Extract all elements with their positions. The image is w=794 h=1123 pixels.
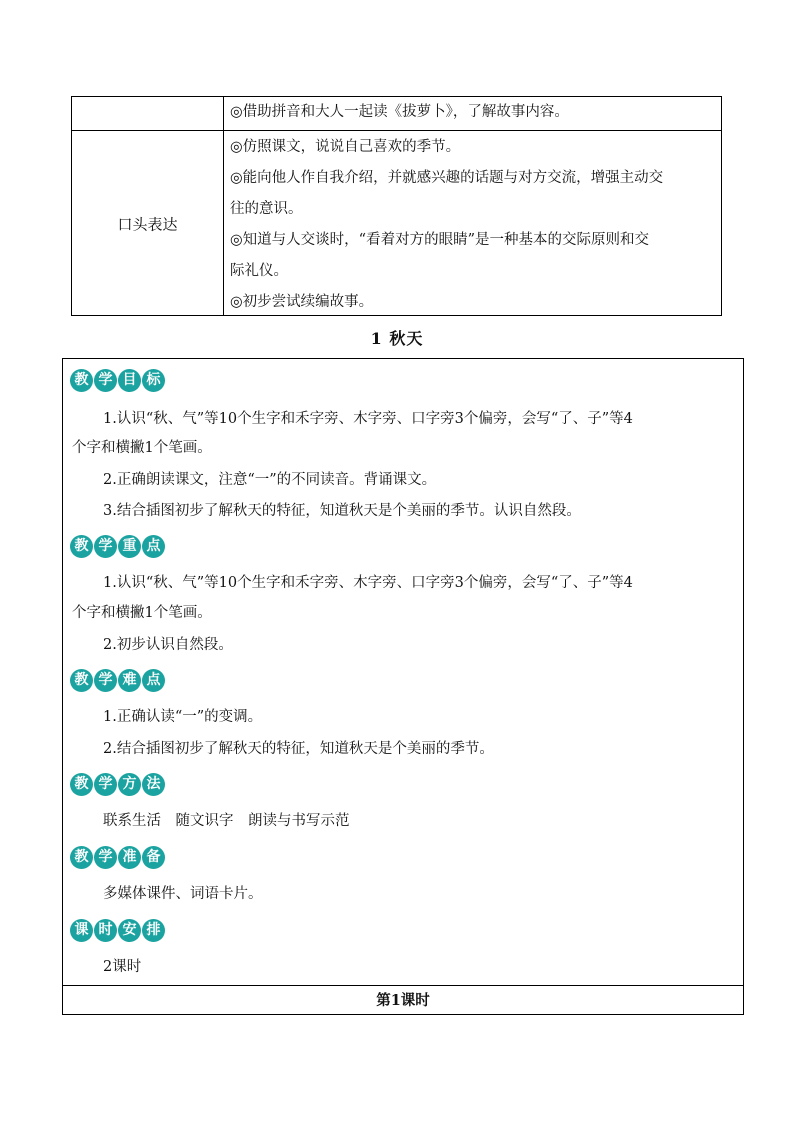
badge-char: 标 xyxy=(142,369,165,392)
badge-char: 法 xyxy=(142,773,165,796)
badge-char: 教 xyxy=(70,535,93,558)
section-badge-difficulties xyxy=(70,668,165,694)
list-item-continuation: 际礼仪。 xyxy=(230,263,288,279)
paragraph-line: 多媒体课件、词语卡片。 xyxy=(103,886,263,902)
paragraph-line: 1.认识“秋、气”等10个生字和禾字旁、木字旁、口字旁3个偏旁，会写“了、子”等4 xyxy=(103,575,633,591)
badge-char: 难 xyxy=(118,669,141,692)
section-badge-goals xyxy=(70,368,165,394)
paragraph-line: 3.结合插图初步了解秋天的特征，知道秋天是个美丽的季节。认识自然段。 xyxy=(103,503,581,519)
badge-char: 教 xyxy=(70,846,93,869)
table-cell-content xyxy=(224,131,721,316)
badge-char: 备 xyxy=(142,846,165,869)
badge-char: 教 xyxy=(70,773,93,796)
badge-char: 学 xyxy=(94,535,117,558)
list-item: ◎知道与人交谈时，“看着对方的眼睛”是一种基本的交际原则和交 xyxy=(230,232,649,248)
category-label: 口头表达 xyxy=(117,215,178,233)
table-cell-category xyxy=(72,97,224,130)
badge-char: 点 xyxy=(142,669,165,692)
lesson-title: 1 秋天 xyxy=(370,329,424,348)
table-cell-category xyxy=(72,131,224,316)
table-row xyxy=(72,130,721,316)
paragraph-line: 2.初步认识自然段。 xyxy=(103,637,233,653)
list-item-continuation: 往的意识。 xyxy=(230,201,303,217)
paragraph-line: 个字和横撇1个笔画。 xyxy=(72,440,212,456)
lesson-period-header: 第1课时 xyxy=(63,985,743,1016)
badge-char: 目 xyxy=(118,369,141,392)
list-item: ◎初步尝试续编故事。 xyxy=(230,294,374,310)
badge-char: 学 xyxy=(94,846,117,869)
table-cell-content xyxy=(224,97,721,130)
badge-char: 方 xyxy=(118,773,141,796)
badge-char: 学 xyxy=(94,369,117,392)
badge-char: 排 xyxy=(142,919,165,942)
badge-char: 课 xyxy=(70,919,93,942)
badge-char: 学 xyxy=(94,773,117,796)
badge-char: 教 xyxy=(70,669,93,692)
lesson-plan-box xyxy=(62,358,744,1015)
paragraph-line: 2.正确朗读课文，注意“一”的不同读音。背诵课文。 xyxy=(103,472,437,488)
badge-char: 点 xyxy=(142,535,165,558)
paragraph-line: 1.认识“秋、气”等10个生字和禾字旁、木字旁、口字旁3个偏旁，会写“了、子”等4 xyxy=(103,411,633,427)
badge-char: 教 xyxy=(70,369,93,392)
section-badge-key-points xyxy=(70,534,165,560)
section-badge-methods xyxy=(70,772,165,798)
paragraph-line: 2.结合插图初步了解秋天的特征，知道秋天是个美丽的季节。 xyxy=(103,741,494,757)
list-item: ◎仿照课文，说说自己喜欢的季节。 xyxy=(230,139,461,155)
badge-char: 安 xyxy=(118,919,141,942)
paragraph-line: 联系生活 随文识字 朗读与书写示范 xyxy=(103,813,350,829)
badge-char: 准 xyxy=(118,846,141,869)
list-item: ◎借助拼音和大人一起读《拔萝卜》，了解故事内容。 xyxy=(230,104,569,120)
badge-char: 重 xyxy=(118,535,141,558)
badge-char: 学 xyxy=(94,669,117,692)
section-badge-schedule xyxy=(70,918,165,944)
outcomes-table xyxy=(71,96,722,316)
badge-char: 时 xyxy=(94,919,117,942)
section-badge-preparation xyxy=(70,845,165,871)
list-item: ◎能向他人作自我介绍，并就感兴趣的话题与对方交流，增强主动交 xyxy=(230,170,664,186)
paragraph-line: 个字和横撇1个笔画。 xyxy=(72,605,212,621)
paragraph-line: 1.正确认读“一”的变调。 xyxy=(103,709,263,725)
table-row xyxy=(72,97,721,130)
paragraph-line: 2课时 xyxy=(103,959,142,975)
